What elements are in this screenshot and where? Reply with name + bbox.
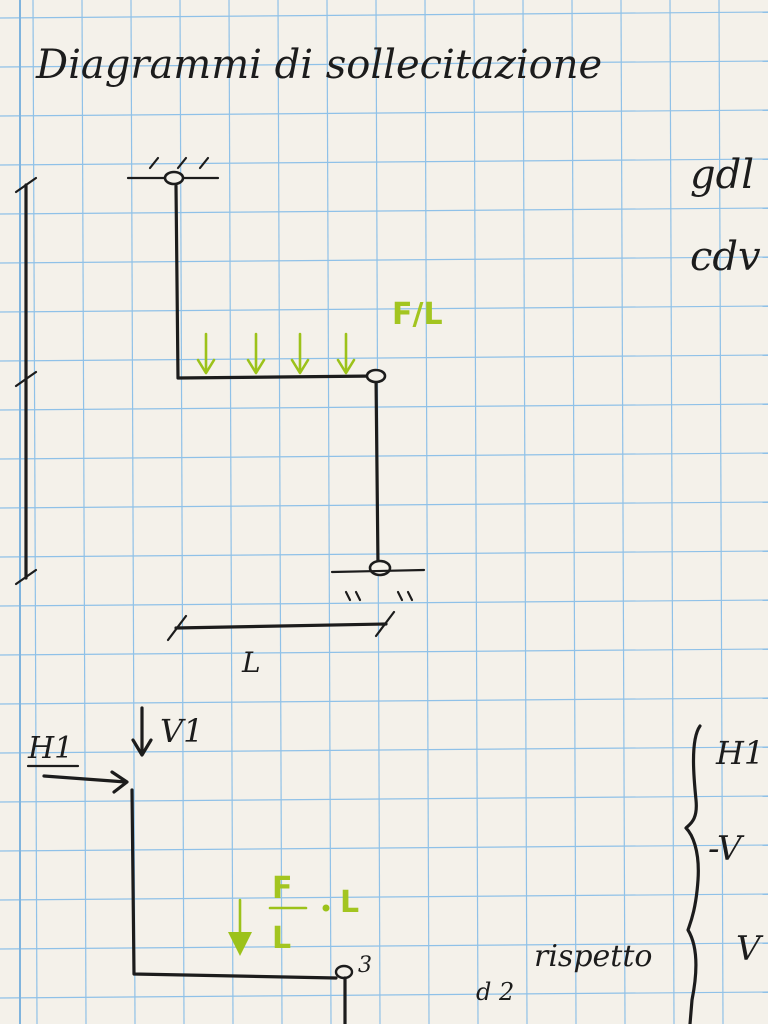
grid-line-horizontal bbox=[0, 698, 768, 704]
grid-line-horizontal bbox=[0, 453, 768, 459]
grid-line-horizontal bbox=[0, 257, 768, 263]
grid-line-horizontal bbox=[0, 306, 768, 312]
h1-label: H1 bbox=[28, 731, 74, 766]
load-fraction-num: F bbox=[272, 871, 293, 906]
grid-line-horizontal bbox=[0, 992, 768, 998]
grid-line-horizontal bbox=[0, 600, 768, 606]
distributed-load-arrows bbox=[198, 334, 354, 373]
grid-line-horizontal bbox=[0, 502, 768, 508]
grid-line-vertical bbox=[670, 0, 674, 1024]
grid-line-horizontal bbox=[0, 404, 768, 410]
v1-label: V1 bbox=[160, 712, 204, 750]
grid-line-vertical bbox=[572, 0, 576, 1024]
grid-line-vertical bbox=[33, 0, 37, 1024]
grid-line-vertical bbox=[229, 0, 233, 1024]
equation-system bbox=[686, 726, 764, 1024]
eq-h1: H1 bbox=[716, 734, 765, 772]
page-title: Diagrammi di sollecitazione bbox=[36, 42, 603, 88]
free-body-diagram bbox=[27, 708, 652, 1024]
grid-line-horizontal bbox=[0, 551, 768, 557]
eq-minus-v: -V bbox=[708, 829, 742, 869]
grid-line-vertical bbox=[82, 0, 86, 1024]
rispetto-label: rispetto bbox=[534, 939, 653, 974]
note-gdl: gdl bbox=[690, 152, 755, 198]
grid-line-horizontal bbox=[0, 943, 768, 949]
free-body-frame bbox=[132, 790, 336, 978]
grid-line-vertical bbox=[621, 0, 625, 1024]
load-label: F/L bbox=[392, 297, 443, 332]
grid-line-vertical bbox=[474, 0, 478, 1024]
grid-line-horizontal bbox=[0, 159, 768, 165]
system-brace bbox=[686, 726, 700, 1024]
grid-line-horizontal bbox=[0, 747, 768, 753]
grid-line-horizontal bbox=[0, 845, 768, 851]
v1-arrow bbox=[133, 708, 151, 755]
grid-line-horizontal bbox=[0, 110, 768, 116]
note-cdv: cdv bbox=[690, 234, 761, 280]
d2-label: d 2 bbox=[476, 978, 515, 1006]
top-hinge-support bbox=[128, 158, 218, 184]
grid-line-vertical bbox=[180, 0, 184, 1024]
span-label: L bbox=[242, 646, 261, 679]
grid-line-vertical bbox=[327, 0, 331, 1024]
grid-line-horizontal bbox=[0, 208, 768, 214]
grid-line-horizontal bbox=[0, 12, 768, 18]
load-fraction-den: L bbox=[272, 921, 292, 956]
load-multiplier: L bbox=[340, 885, 360, 920]
grid-line-horizontal bbox=[0, 796, 768, 802]
grid-line-horizontal bbox=[0, 355, 768, 361]
grid-line-horizontal bbox=[0, 894, 768, 900]
grid-line-horizontal bbox=[0, 649, 768, 655]
grid-line-vertical bbox=[425, 0, 429, 1024]
grid-line-vertical bbox=[523, 0, 527, 1024]
node-number: 3 bbox=[358, 953, 372, 978]
eq-v: V bbox=[736, 929, 761, 969]
